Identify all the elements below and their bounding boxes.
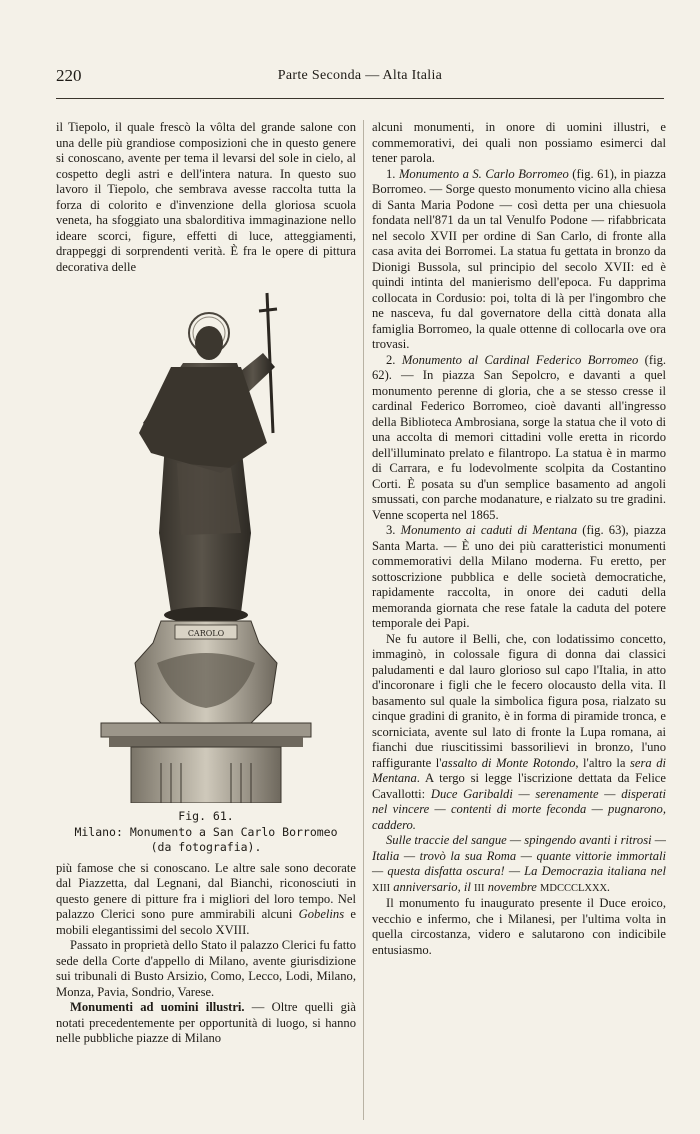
left-paragraph-3: Passato in proprietà dello Stato il palazzo Clerici fu fatto sede della Corte d'appello di Milano, avente giurisdizione sui tribunali di Busto Arsizio, Como, Lecco, Lodi, Milano, Monza, Pavia, Sondrio, Varese.	[56, 938, 356, 999]
statue-head	[195, 326, 223, 360]
plinth-inscription: CAROLO	[187, 629, 225, 638]
figure-number: Fig. 61.	[178, 809, 234, 823]
base-block	[131, 747, 281, 803]
right-column	[372, 120, 666, 958]
left-paragraph-4: Monumenti ad uomini illustri. — Oltre quelli già notati precedentemente per opportunità di luogo, si hanno nelle pubbliche piazze di Milano	[56, 1000, 356, 1045]
figure-caption-line-1: Milano: Monumento a San Carlo Borromeo	[74, 824, 338, 839]
base-cornice	[101, 723, 311, 737]
page-header	[56, 66, 664, 94]
figure-61	[56, 283, 356, 855]
closing-paragraph: Il monumento fu inaugurato presente il Duce eroico, vecchio e infermo, che i Milanesi, per l'ultima volta in quella circostanza, videro e salutarono con indicibile entusiasmo.	[372, 896, 666, 957]
left-column	[56, 120, 356, 1047]
monument-1-paragraph: 1. Monumento a S. Carlo Borromeo (fig. 61), in piazza Borromeo. — Sorge questo monumento vicino alla chiesa di Santa Maria Podone — così detta per una chiesuola fondata nell'871 da un tal Venulfo Podone — rifabbricata nel secolo XVII per ordine di San Carlo, di fronte alla casa avita dei Borromei. La statua fu gettata in bronzo da Dionigi Bussola, sul principio del secolo XVII: ed è quindi intinta del manierismo dell'epoca. Fu dapprima collocata in Cordusio: poi, tolta di là per l'ingombro che ne nasceva, fu dal governatore della città donata alla famiglia Borromeo, la quale ottenne di collocarla ove ora trovasi.	[372, 166, 666, 351]
statue-illustration	[91, 283, 321, 803]
left-paragraph-2: più famose che si conoscano. Le altre sale sono decorate dal Piazzetta, dal Legnani, dal Bianchi, riconosciuti in questo genere di pitture fra i migliori del loro tempo. Nel palazzo Clerici sono pure ammirabili alcuni Gobelins e mobili elegantissimi del secolo XVIII.	[56, 860, 356, 937]
right-paragraph-1: alcuni monumenti, in onore di uomini illustri, e commemorativi, dei quali non possiamo esimerci dal tener parola.	[372, 120, 666, 165]
monument-3-paragraph: 3. Monumento ai caduti di Mentana (fig. 63), piazza Santa Marta. — È uno dei più caratteristici monumenti commemorativi della Milano moderna. Fu eretto, per sottoscrizione pubblica e delle società democratiche, rapidamente raccolta, in onore dei caduti della memoranda giornata che rese fatale la caduta del potere temporale dei Papi.	[372, 523, 667, 630]
running-head: Parte Seconda — Alta Italia	[277, 68, 443, 83]
figure-caption-line-2: (da fotografia).	[150, 839, 262, 854]
page-number: 220	[56, 66, 82, 85]
inscription-paragraph: Sulle traccie del sangue — spingendo avanti i ritrosi — Italia — trovò la sua Roma — quante vittorie immortali — questa disfatta oscura! — La Democrazia italiana nel XIII anniversario, il III novembre MDCCCLXXX.	[372, 833, 666, 894]
left-paragraph-1: il Tiepolo, il quale frescò la vôlta del grande salone con una delle più grandiose composizioni che in questo genere si conoscano, avente per tema il levarsi del sole in cielo, al cospetto degli astri e dell'intera natura. In questo suo lavoro il Tiepolo, che sembrava avesse raccolta tutta la forza di colorito e d'invenzione della gloriosa scuola veneta, ha sfoggiato una sbalorditiva immaginazione nello ideare scorci, figure, effetti di luce, atteggiamenti, drappeggi di sorprendenti verità. È fra le opere di pittura decorativa delle	[56, 120, 356, 274]
monument-2-paragraph: 2. Monumento al Cardinal Federico Borromeo (fig. 62). — In piazza San Sepolcro, e davanti a quel monumento perenne di gloria, che a se stesso cresse il cardinal Federico Borromeo, cioè davanti all'ingresso della Biblioteca Ambrosiana, sorge la statua che il voto di una accolta di memori cittadini volle eretta in ricordo dell'illuminato prelato e filantropo. La statua è in marmo di Carrara, e fu lodevolmente scolpita da Costantino Corti. È posata su d'un semplice basamento ad angoli smussati, con parche modanature, e rialzato su tre gradini. Venne scoperta nel 1865.	[372, 352, 667, 522]
section-heading-monumenti: Monumenti ad uomini illustri.	[70, 1000, 245, 1014]
belli-paragraph: Ne fu autore il Belli, che, con lodatissimo concetto, immaginò, in colossale figura di donna dai classici paludamenti e dal lauro glorioso sul capo l'Italia, in atto d'incoronare i figli che le fecero olocausto della vita. Il basamento sul quale la simbolica figura posa, rialzato su cinque gradini di granito, è in forma di piramide tronca, e scorniciata, avente sul lato di fronte la Lupa romana, ai fianchi due riuscitissimi bassorilievi in bronzo, l'uno raffigurante l'assalto di Monte Rotondo, l'altro la sera di Mentana. A tergo si legge l'iscrizione dettata da Felice Cavallotti: Duce Garibaldi — serenamente — disperati nel vincere — contenti di morte feconda — pugnarono, caddero.	[372, 631, 667, 832]
column-divider	[363, 120, 364, 1120]
header-rule	[56, 98, 664, 99]
